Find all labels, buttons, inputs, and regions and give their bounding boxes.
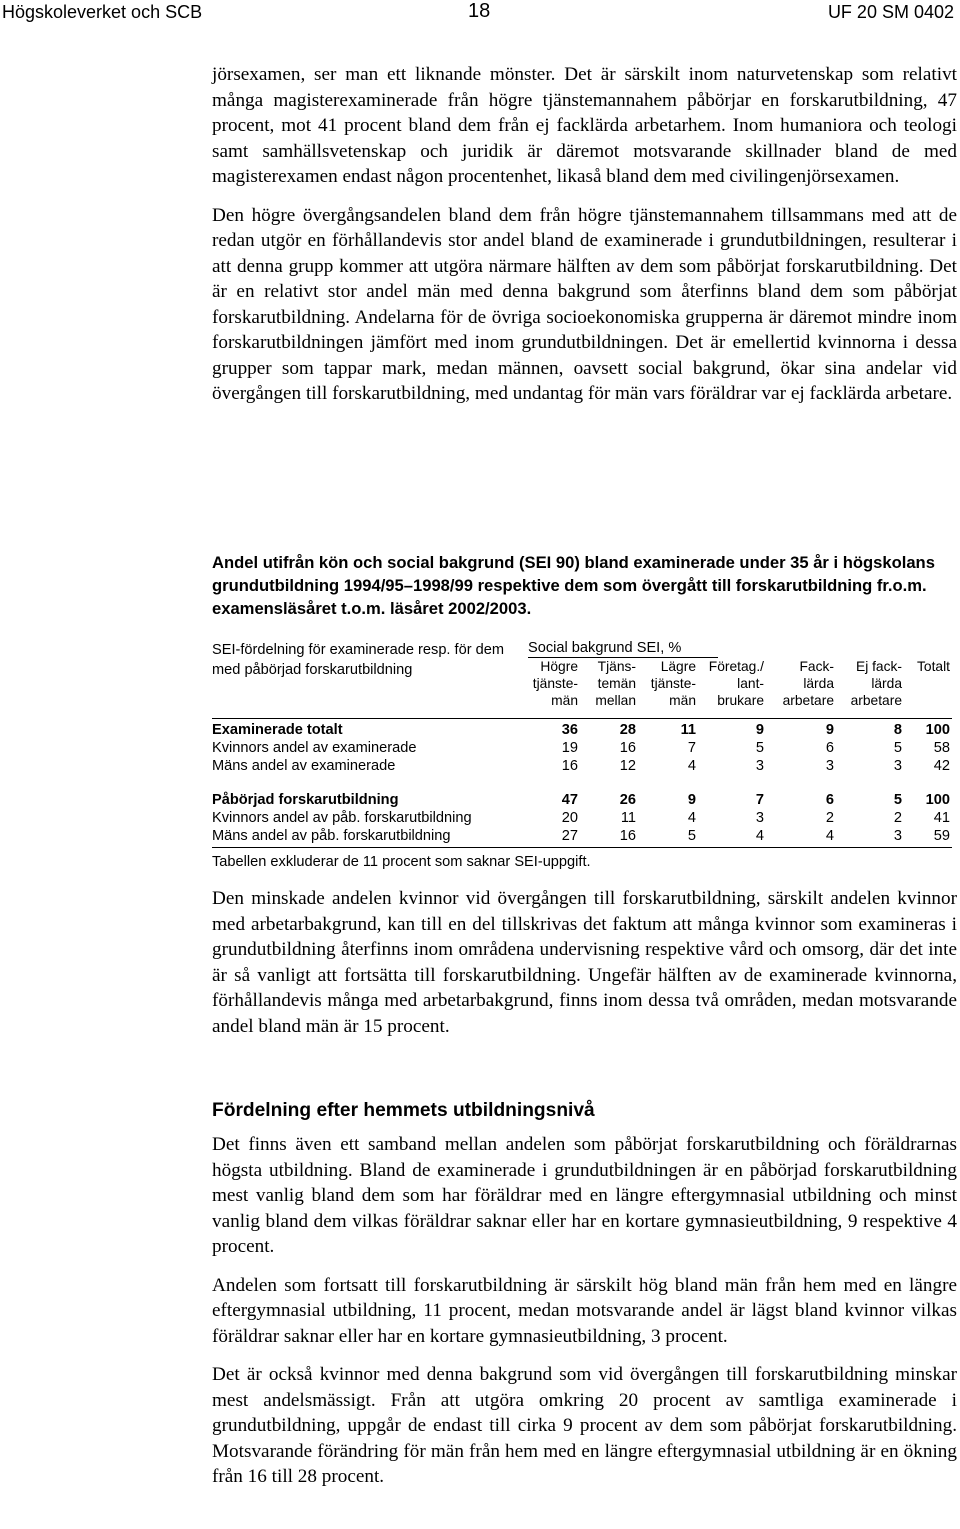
table-row [212, 721, 952, 739]
cell: 26 [619, 792, 636, 808]
column-header: Totalt [917, 659, 950, 674]
cell: 4 [825, 828, 834, 844]
cell: 16 [619, 828, 636, 844]
cell: 12 [619, 758, 636, 774]
cell: 36 [561, 722, 578, 738]
report-code: UF 20 SM 0402 [827, 2, 954, 22]
cell: 5 [893, 740, 902, 756]
page-header [0, 0, 960, 30]
table-description: SEI-fördelning för examinerade resp. för dem med påbörjad forskarutbildning [212, 642, 505, 678]
cell: 2 [893, 810, 902, 826]
cell: 6 [825, 792, 834, 808]
row-label: Kvinnors andel av examinerade [212, 740, 417, 756]
row-label: Examinerade totalt [212, 722, 343, 738]
cell: 100 [925, 792, 950, 808]
section-heading: Fördelning efter hemmets utbildningsnivå [212, 1100, 595, 1121]
column-header: Ej fack- lärda arbetare [850, 659, 902, 708]
post-table-text [212, 886, 957, 1052]
table-note: Tabellen exkluderar de 11 procent som saknar SEI-uppgift. [212, 854, 591, 870]
cell: 5 [687, 828, 696, 844]
cell: 100 [925, 722, 950, 738]
cell: 9 [687, 792, 696, 808]
cell: 8 [893, 722, 902, 738]
cell: 4 [687, 810, 696, 826]
cell: 59 [933, 828, 950, 844]
row-label: Påbörjad forskarutbildning [212, 792, 399, 808]
cell: 3 [755, 810, 764, 826]
cell: 11 [620, 810, 636, 826]
cell: 19 [561, 740, 578, 756]
cell: 47 [561, 792, 578, 808]
cell: 11 [680, 722, 696, 738]
cell: 9 [755, 722, 764, 738]
paragraph: jörsexamen, ser man ett liknande mönster. Det är särskilt inom naturvetenskap som relativt många magisterexaminerade från högre tjänstemannahem påbörjar en forskarutbildning, 47 procent, mot 41 procent bland dem från ej facklärda arbetarhem. Inom humaniora och teologi samt samhällsvetenskap och juridik är däremot motsvarande skillnader bland de med magisterexamen endast någon procentenhet, likaså bland dem med civilingenjörsexamen. [212, 64, 957, 187]
cell: 4 [755, 828, 764, 844]
cell: 5 [755, 740, 764, 756]
column-group-label: Social bakgrund SEI, % [528, 640, 718, 658]
cell: 3 [755, 758, 764, 774]
paragraph: Den minskade andelen kvinnor vid övergången till forskarutbildning, särskilt andelen kvinnor med arbetarbakgrund, kan till en del tillskrivas det faktum att många kvinnor som examineras i grundutbildning återfinns inom områdena undervisning respektive vård och omsorg, där det inte är så vanligt att fortsätta till forskarutbildning. Ungefär hälften av de examinerade kvinnorna, förhållandevis många med arbetarbakgrund, finns inom dessa två områden, medan motsvarande andel bland män är 15 procent. [212, 888, 957, 1037]
cell: 6 [825, 740, 834, 756]
column-header: Högre tjänste- män [532, 659, 578, 708]
cell: 20 [561, 810, 578, 826]
cell: 58 [933, 740, 950, 756]
table-row [212, 757, 952, 775]
cell: 3 [893, 758, 902, 774]
table-title: Andel utifrån kön och social bakgrund (SEI 90) bland examinerade under 35 år i högskolans grundutbildning 1994/95–1998/99 respektive dem som övergått till forskarutbildning fr.o.m. examensläsåret t.o.m. läsåret 2002/2003. [212, 553, 935, 618]
cell: 3 [893, 828, 902, 844]
cell: 16 [619, 740, 636, 756]
row-label: Mäns andel av påb. forskarutbildning [212, 828, 451, 844]
cell: 27 [561, 828, 578, 844]
paragraph: Andelen som fortsatt till forskarutbildning är särskilt hög bland män från hem med en längre eftergymnasial utbildning, 11 procent, medan motsvarande andel är lägst bland kvinnor vilkas föräldrar saknar eller har en kortare gymnasieutbildning, 3 procent. [212, 1274, 957, 1347]
paragraph: Det finns även ett samband mellan andelen som påbörjat forskarutbildning och föräldrarnas högsta utbildning. Bland de examinerade i grundutbildningen är en påbörjad forskarutbildning mest vanlig bland dem som har föräldrar med en längre eftergymnasial utbildning och minst vanlig bland dem vilkas föräldrar saknar eller har en kortare gymnasieutbildning, 9 respektive 4 procent. [212, 1134, 957, 1257]
cell: 3 [825, 758, 834, 774]
cell: 9 [825, 722, 834, 738]
column-header: Fack- lärda arbetare [782, 659, 834, 708]
column-header: Tjäns- temän mellan [595, 659, 636, 708]
table-row [212, 827, 952, 845]
header-publisher: Högskoleverket och SCB [2, 2, 203, 22]
table-row [212, 739, 952, 757]
cell: 7 [755, 792, 764, 808]
cell: 42 [933, 758, 950, 774]
cell: 41 [933, 810, 950, 826]
section-text [212, 1132, 957, 1503]
cell: 4 [687, 758, 696, 774]
cell: 28 [619, 722, 636, 738]
cell: 7 [687, 740, 696, 756]
table-rule [212, 847, 952, 848]
cell: 16 [561, 758, 578, 774]
page-number: 18 [468, 0, 491, 22]
column-header: Lägre tjänste- män [650, 659, 696, 708]
table-row [212, 809, 952, 827]
row-label: Kvinnors andel av påb. forskarutbildning [212, 810, 472, 826]
column-header: Företag./ lant- brukare [708, 659, 764, 708]
table-rule [212, 718, 952, 719]
paragraph: Den högre övergångsandelen bland dem från högre tjänstemannahem tillsammans med att de redan utgör en förhållandevis stor andel bland de examinerade i grundutbildningen, resulterar i att denna grupp kommer att utgöra närmare hälften av dem som påbörjat forskarutbildning. Det är en relativt stor andel män med denna bakgrund som återfinns bland dem som påbörjat forskarutbildning. Andelarna för de övriga socioekonomiska grupperna är däremot mindre inom forskarutbildningen jämfört med inom grundutbildningen. Det är emellertid kvinnorna i dessa grupper som tappar mark, medan männen, oavsett social bakgrund, ökar sina andelar vid övergången till forskarutbildning, med undantag för män vars föräldrar var ej facklärda arbetare. [212, 204, 957, 404]
paragraph: Det är också kvinnor med denna bakgrund som vid övergången till forskarutbildning minskar mest andelsmässigt. Från att utgöra omkring 20 procent av samtliga examinerade i grundutbildning, uppgår de endast till cirka 9 procent av dem som påbörjat forskarutbildning. Motsvarande förändring för män från hem med en längre eftergymnasial utbildning är en ökning från 16 till 28 procent. [212, 1364, 957, 1487]
table-row [212, 791, 952, 809]
row-label: Mäns andel av examinerade [212, 758, 396, 774]
cell: 2 [825, 810, 834, 826]
intro-text [212, 62, 957, 420]
cell: 5 [893, 792, 902, 808]
